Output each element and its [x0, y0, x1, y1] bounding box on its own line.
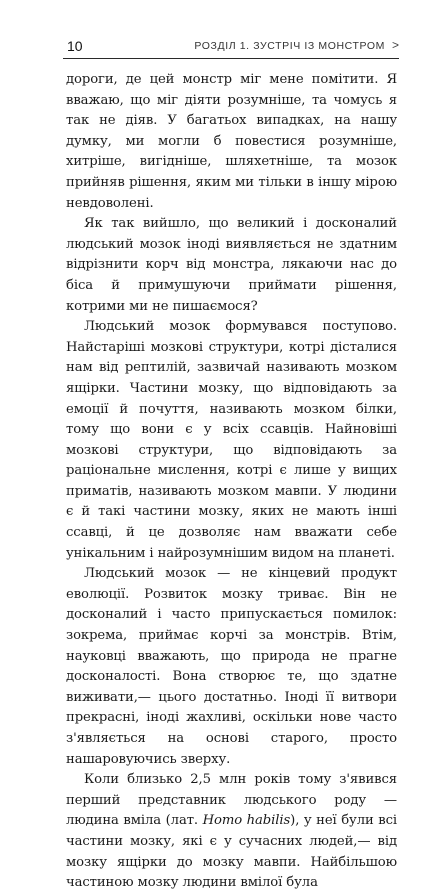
paragraph: Як так вийшло, що великий і досконалий людський мозок іноді виявляється не здатним відрізнити корч від монстра, лякаючи нас до біса й примушуючи приймати рішення, котрими ми не пишаємося?	[66, 216, 397, 314]
paragraph: Людський мозок — не кінцевий продукт еволюції. Розвиток мозку триває. Він не досконалий і часто припускається помилок: зокрема, приймає корчі за монстрів. Втім, науковці вважають, що природа не прагне досконалості. Вона створює те, що здатне виживати,— цього достатньо. Іноді її витвори прекрасні, іноді жахливі, оскільки нове часто з'являється на основі старого, просто нашаровуючись зверху.	[66, 566, 397, 767]
page-body	[66, 70, 397, 894]
chevron-right-icon: >	[391, 38, 399, 52]
paragraph	[66, 770, 397, 894]
running-head: РОЗДІЛ 1. ЗУСТРІЧ ІЗ МОНСТРОМ	[194, 40, 385, 52]
paragraph: Людський мозок формувався поступово. Найстаріші мозкові структури, котрі дісталися нам від рептилій, зазвичай називають мозком ящірки. Частини мозку, що відповідають за емоції й почуття, називають мозком білки, тому що вони є у всіх ссавців. Найновіші мозкові структури, що відповідають за раціональне мислення, котрі є лише у вищих приматів, називають мозком мавпи. У людини є й такі частини мозку, яких не мають інші ссавці, й це дозволяє нам вважати себе унікальним і найрозумнішим видом на планеті.	[66, 319, 397, 561]
page-number: 10	[67, 38, 83, 54]
latin-term: Homo habilis	[202, 813, 291, 829]
paragraph-text: ), у неї були всі частини мозку, які є у сучасних людей,— від мозку ящірки до мозку мавпи. Найбільшою частиною мозку людини вмілої була	[66, 813, 397, 891]
page-header	[63, 36, 399, 59]
paragraph-continuation: дороги, де цей монстр міг мене помітити. Я вважаю, що міг діяти розумніше, та чомусь я так не діяв. У багатьох випадках, на нашу думку, ми могли б повестися розумніше, хитріше, вигідніше, шляхетніше, та мозок прийняв рішення, яким ми тільки в іншу мірою невдоволені.	[66, 72, 397, 211]
paragraph-text: Коли близько 2,5 млн років тому з'явився перший представник людського роду — людина вміла (лат.	[66, 772, 397, 829]
